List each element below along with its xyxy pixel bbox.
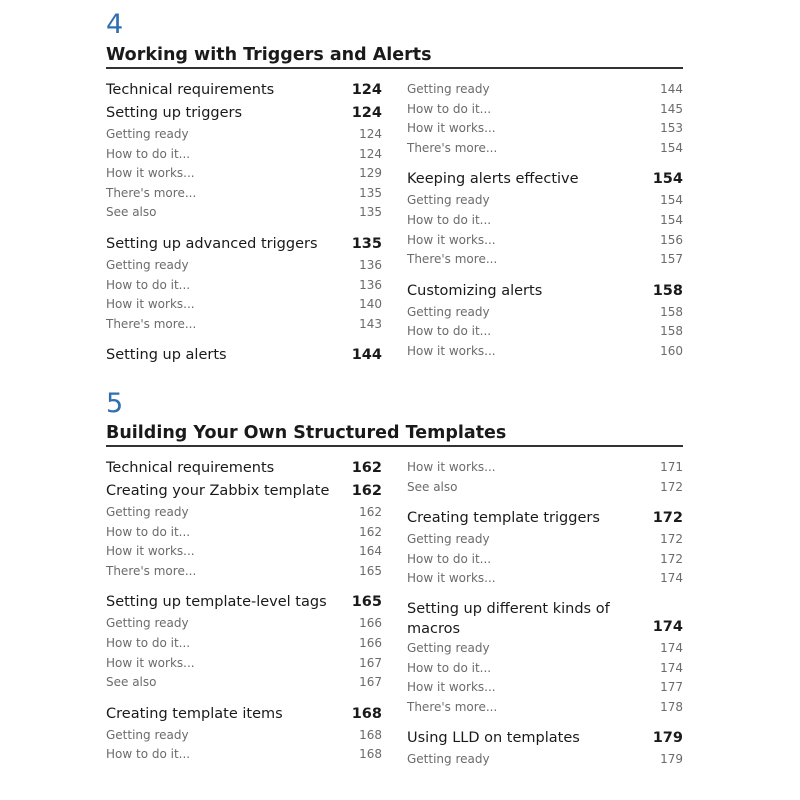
toc-subsection-entry bbox=[106, 634, 382, 654]
entry-title: See also bbox=[106, 675, 157, 690]
page-number: 144 bbox=[351, 347, 382, 364]
page-number: 154 bbox=[660, 212, 683, 227]
toc-subsection-entry bbox=[407, 750, 683, 770]
toc-subsection-entry bbox=[407, 100, 683, 120]
page-number: 166 bbox=[359, 635, 382, 650]
toc-subsection-entry bbox=[407, 231, 683, 251]
page-number: 172 bbox=[660, 551, 683, 566]
entry-title: Customizing alerts bbox=[407, 282, 543, 299]
entry-title: How it works... bbox=[106, 166, 195, 181]
chapter-title: Building Your Own Structured Templates bbox=[106, 422, 683, 447]
entry-title: See also bbox=[407, 479, 458, 494]
entry-title: Setting up triggers bbox=[106, 105, 243, 121]
page-number: 164 bbox=[359, 544, 382, 559]
page-number: 168 bbox=[359, 727, 382, 742]
entry-title: There's more... bbox=[106, 316, 197, 331]
page-number: 172 bbox=[652, 510, 683, 527]
toc-left-column bbox=[106, 79, 382, 367]
entry-title: How it works... bbox=[407, 121, 496, 136]
toc-subsection-entry bbox=[407, 119, 683, 139]
page-number: 158 bbox=[652, 282, 683, 299]
entry-title: How it works... bbox=[407, 343, 496, 358]
page-number: 145 bbox=[660, 101, 683, 116]
entry-title: Creating your Zabbix template bbox=[106, 483, 330, 499]
toc-subsection-entry bbox=[106, 614, 382, 634]
entry-title: Getting ready bbox=[407, 752, 490, 767]
toc-subsection-entry bbox=[106, 673, 382, 693]
page-number: 136 bbox=[359, 257, 382, 272]
page-number: 154 bbox=[660, 193, 683, 208]
entry-title: There's more... bbox=[407, 252, 498, 267]
toc-subsection-entry bbox=[407, 639, 683, 659]
page-number: 154 bbox=[652, 171, 683, 188]
page-number: 172 bbox=[660, 479, 683, 494]
page-number: 168 bbox=[351, 705, 382, 722]
page-number: 174 bbox=[660, 660, 683, 675]
toc-subsection-entry bbox=[407, 550, 683, 570]
page-number: 160 bbox=[660, 343, 683, 358]
toc-section-entry bbox=[407, 280, 683, 303]
entry-title: Getting ready bbox=[106, 257, 189, 272]
page-number: 154 bbox=[660, 140, 683, 155]
page-number: 162 bbox=[351, 460, 382, 476]
entry-title: There's more... bbox=[407, 140, 498, 155]
toc-subsection-entry bbox=[407, 478, 683, 498]
entry-title: How to do it... bbox=[407, 660, 492, 675]
entry-title: Setting up different kinds of macros bbox=[407, 600, 610, 637]
page-number: 124 bbox=[351, 82, 382, 98]
entry-title: There's more... bbox=[106, 563, 197, 578]
toc-right-column bbox=[407, 458, 683, 770]
page-number: 165 bbox=[351, 594, 382, 611]
page-number: 144 bbox=[660, 82, 683, 96]
entry-title: Getting ready bbox=[106, 727, 189, 742]
entry-title: How to do it... bbox=[407, 324, 492, 339]
entry-title: Setting up alerts bbox=[106, 347, 227, 364]
page-number: 129 bbox=[359, 166, 382, 181]
page-number: 135 bbox=[359, 185, 382, 200]
page-number: 135 bbox=[359, 205, 382, 220]
entry-title: Keeping alerts effective bbox=[407, 171, 579, 188]
page-number: 162 bbox=[359, 505, 382, 519]
page-number: 158 bbox=[660, 324, 683, 339]
toc-subsection-entry bbox=[106, 542, 382, 562]
page-number: 157 bbox=[660, 252, 683, 267]
page-number: 136 bbox=[359, 277, 382, 292]
entry-title: Getting ready bbox=[106, 127, 189, 141]
entry-title: How to do it... bbox=[407, 551, 492, 566]
page-number: 167 bbox=[359, 655, 382, 670]
entry-title: How to do it... bbox=[106, 635, 191, 650]
toc-subsection-entry bbox=[106, 256, 382, 276]
toc-subsection-entry bbox=[407, 678, 683, 698]
chapter-title: Working with Triggers and Alerts bbox=[106, 44, 683, 69]
page-number: 166 bbox=[359, 616, 382, 631]
entry-title: How to do it... bbox=[407, 212, 492, 227]
entry-title: Getting ready bbox=[407, 193, 490, 208]
entry-title: Creating template items bbox=[106, 705, 283, 722]
entry-title: How it works... bbox=[106, 655, 195, 670]
toc-right-column bbox=[407, 80, 683, 362]
page-number: 162 bbox=[359, 524, 382, 539]
entry-title: How it works... bbox=[407, 680, 496, 695]
page-number: 174 bbox=[660, 571, 683, 586]
entry-title: Getting ready bbox=[106, 616, 189, 631]
entry-title: Getting ready bbox=[407, 532, 490, 547]
toc-section-entry bbox=[106, 233, 382, 256]
toc-subsection-entry bbox=[106, 315, 382, 335]
toc-subsection-entry bbox=[106, 145, 382, 165]
toc-subsection-entry bbox=[106, 276, 382, 296]
entry-title: Setting up template-level tags bbox=[106, 594, 327, 611]
entry-title: How it works... bbox=[407, 460, 496, 474]
toc-subsection-entry bbox=[407, 659, 683, 679]
page-number: 124 bbox=[351, 105, 382, 121]
toc-subsection-entry bbox=[407, 80, 683, 100]
toc-subsection-entry bbox=[407, 250, 683, 270]
entry-title: How it works... bbox=[407, 232, 496, 247]
toc-subsection-entry bbox=[106, 745, 382, 765]
entry-title: How to do it... bbox=[106, 277, 191, 292]
page-number: 124 bbox=[359, 146, 382, 161]
entry-title: Getting ready bbox=[407, 304, 490, 319]
entry-title: How to do it... bbox=[106, 747, 191, 762]
page-number: 143 bbox=[359, 316, 382, 331]
toc-subsection-entry bbox=[106, 503, 382, 523]
toc-left-column bbox=[106, 457, 382, 765]
page-number: 174 bbox=[660, 640, 683, 655]
page-number: 156 bbox=[660, 232, 683, 247]
toc-section-entry bbox=[407, 168, 683, 191]
page-number: 162 bbox=[351, 483, 382, 499]
toc-section-entry bbox=[407, 727, 683, 750]
toc-section-entry bbox=[106, 102, 382, 125]
chapter-number: 4 bbox=[106, 9, 124, 40]
toc-subsection-entry bbox=[407, 191, 683, 211]
entry-title: Creating template triggers bbox=[407, 510, 600, 527]
page-number: 124 bbox=[359, 127, 382, 141]
toc-subsection-entry bbox=[407, 211, 683, 231]
toc-subsection-entry bbox=[106, 523, 382, 543]
page-number: 153 bbox=[660, 121, 683, 136]
toc-subsection-entry bbox=[407, 698, 683, 718]
entry-title: How to do it... bbox=[407, 101, 492, 116]
entry-title: Setting up advanced triggers bbox=[106, 235, 318, 252]
entry-title: Technical requirements bbox=[106, 82, 275, 98]
toc-subsection-entry bbox=[106, 726, 382, 746]
toc-subsection-entry bbox=[106, 295, 382, 315]
toc-subsection-entry bbox=[407, 458, 683, 478]
page-number: 179 bbox=[660, 752, 683, 767]
toc-section-entry bbox=[106, 79, 382, 102]
entry-title: There's more... bbox=[106, 185, 197, 200]
toc-subsection-entry bbox=[106, 203, 382, 223]
toc-section-entry bbox=[106, 591, 382, 614]
toc-subsection-entry bbox=[407, 569, 683, 589]
page-number: 177 bbox=[660, 680, 683, 695]
entry-title: Getting ready bbox=[407, 82, 490, 96]
entry-title: How to do it... bbox=[106, 524, 191, 539]
page-number: 165 bbox=[359, 563, 382, 578]
toc-subsection-entry bbox=[407, 322, 683, 342]
page-number: 179 bbox=[652, 730, 683, 747]
toc-subsection-entry bbox=[407, 342, 683, 362]
chapter-number: 5 bbox=[106, 388, 124, 419]
toc-section-entry bbox=[106, 344, 382, 367]
toc-section-entry bbox=[407, 507, 683, 530]
entry-title: See also bbox=[106, 205, 157, 220]
toc-subsection-entry bbox=[106, 184, 382, 204]
toc-subsection-entry bbox=[407, 303, 683, 323]
toc-subsection-entry bbox=[407, 530, 683, 550]
toc-section-entry bbox=[106, 480, 382, 503]
entry-title: There's more... bbox=[407, 699, 498, 714]
toc-section-entry bbox=[106, 457, 382, 480]
page-number: 135 bbox=[351, 235, 382, 252]
page-number: 158 bbox=[660, 304, 683, 319]
page-number: 140 bbox=[359, 297, 382, 312]
entry-title: How to do it... bbox=[106, 146, 191, 161]
page-number: 167 bbox=[359, 675, 382, 690]
entry-title: How it works... bbox=[407, 571, 496, 586]
page-number: 171 bbox=[660, 460, 683, 474]
page-number: 178 bbox=[660, 699, 683, 714]
toc-subsection-entry bbox=[106, 164, 382, 184]
toc-subsection-entry bbox=[407, 139, 683, 159]
entry-title: Using LLD on templates bbox=[407, 730, 580, 747]
entry-title: Getting ready bbox=[407, 640, 490, 655]
toc-subsection-entry bbox=[106, 562, 382, 582]
page-number: 174 bbox=[652, 618, 683, 635]
entry-title: How it works... bbox=[106, 297, 195, 312]
toc-section-entry bbox=[407, 599, 683, 639]
toc-subsection-entry bbox=[106, 654, 382, 674]
entry-title: Technical requirements bbox=[106, 460, 275, 476]
page-number: 168 bbox=[359, 747, 382, 762]
toc-section-entry bbox=[106, 703, 382, 726]
entry-title: How it works... bbox=[106, 544, 195, 559]
entry-title: Getting ready bbox=[106, 505, 189, 519]
toc-subsection-entry bbox=[106, 125, 382, 145]
page-number: 172 bbox=[660, 532, 683, 547]
